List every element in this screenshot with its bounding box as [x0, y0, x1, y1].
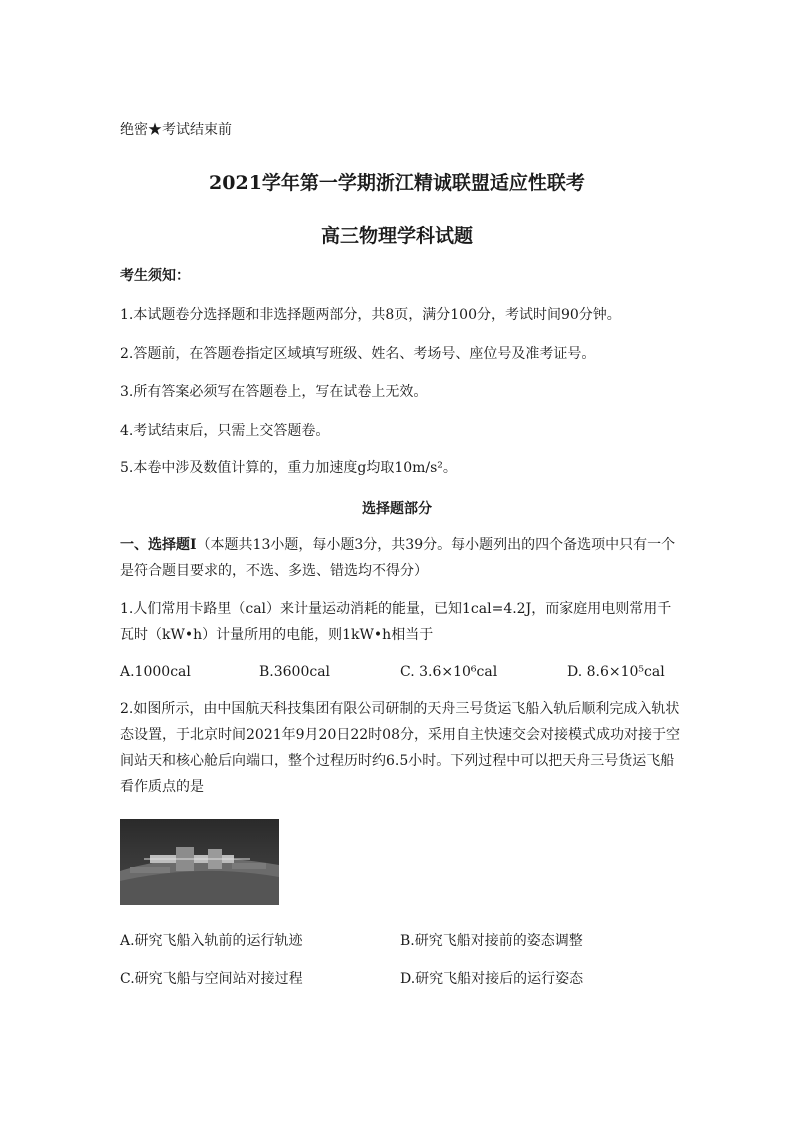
confidential-label: 绝密★考试结束前 — [120, 122, 232, 138]
question-1-text: 1.人们常用卡路里（cal）来计量运动消耗的能量，已知1cal=4.2J，而家庭用电则常用千瓦时（kW•h）计量所用的电能，则1kW•h相当于 — [120, 601, 672, 643]
section-instructions — [120, 532, 680, 584]
q1-option-d: D. 8.6×10⁵cal — [567, 664, 665, 680]
q1-option-b: B.3600cal — [259, 664, 331, 680]
q2-option-d: D.研究飞船对接后的运行姿态 — [400, 971, 584, 987]
notice-item-4: 4.考试结束后，只需上交答题卷。 — [120, 423, 330, 439]
exam-title: 2021学年第一学期浙江精诚联盟适应性联考 — [209, 172, 585, 194]
exam-subtitle: 高三物理学科试题 — [320, 225, 473, 247]
notice-item-3: 3.所有答案必须写在答题卷上，写在试卷上无效。 — [120, 384, 428, 400]
question-2-text: 2.如图所示，由中国航天科技集团有限公司研制的天舟三号货运飞船入轨后顺利完成入轨状态设置，于北京时间2021年9月20日22时08分，采用自主快速交会对接模式成功对接于空间站天和核心舱后向端口，整个过程历时约6.5小时。下列过程中可以把天舟三号货运飞船看作质点的是 — [120, 701, 680, 795]
q2-option-b: B.研究飞船对接前的姿态调整 — [400, 933, 583, 949]
q1-option-a: A.1000cal — [120, 664, 191, 680]
spacecraft-photo — [120, 819, 279, 905]
q2-option-a: A.研究飞船入轨前的运行轨迹 — [120, 933, 303, 949]
part-label: 一、选择题Ⅰ — [120, 537, 197, 553]
notice-item-5: 5.本卷中涉及数值计算的，重力加速度g均取10m/s²。 — [120, 460, 457, 476]
q1-option-c: C. 3.6×10⁶cal — [400, 664, 498, 680]
part-description: （本题共13小题，每小题3分，共39分。每小题列出的四个备选项中只有一个是符合题目要求的，不选、多选、错选均不得分） — [120, 537, 676, 579]
q2-option-c: C.研究飞船与空间站对接过程 — [120, 971, 303, 987]
section-title: 选择题部分 — [362, 501, 432, 517]
notice-item-2: 2.答题前，在答题卷指定区域填写班级、姓名、考场号、座位号及准考证号。 — [120, 346, 596, 362]
notice-heading: 考生须知： — [120, 268, 190, 284]
notice-item-1: 1.本试题卷分选择题和非选择题两部分，共8页，满分100分，考试时间90分钟。 — [120, 307, 621, 323]
